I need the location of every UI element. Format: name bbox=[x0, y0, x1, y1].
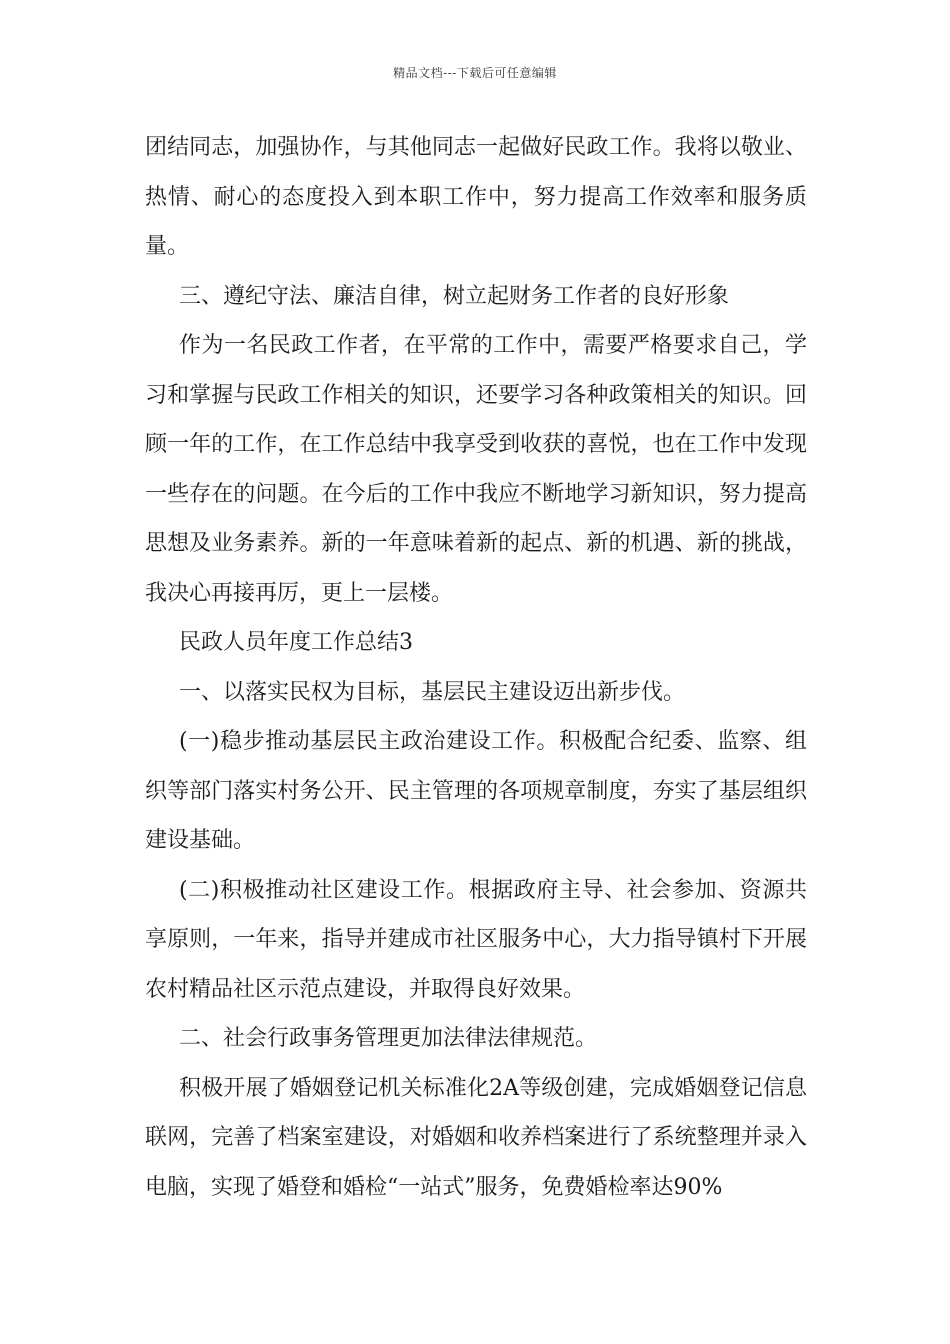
paragraph-marriage-registration: 积极开展了婚姻登记机关标准化2A等级创建，完成婚姻登记信息联网，完善了档案室建设，对婚姻和收养档案进行了系统整理并录入电脑，实现了婚登和婚检“一站式”服务，免费婚检率达90% bbox=[145, 1075, 807, 1200]
page-header: 精品文档---下载后可任意编辑 bbox=[393, 66, 557, 80]
section-heading-3: 三、遵纪守法、廉洁自律，树立起财务工作者的良好形象 bbox=[179, 283, 730, 309]
paragraph-item-2: (二)积极推动社区建设工作。根据政府主导、社会参加、资源共享原则，一年来，指导并建成市社区服务中心，大力指导镇村下开展农村精品社区示范点建设，并取得良好效果。 bbox=[145, 877, 807, 1002]
section-heading-1: 一、以落实民权为目标，基层民主建设迈出新步伐。 bbox=[179, 679, 686, 705]
document-body bbox=[145, 123, 807, 1212]
document-subtitle: 民政人员年度工作总结3 bbox=[179, 630, 413, 655]
paragraph-reflection: 作为一名民政工作者，在平常的工作中，需要严格要求自己，学习和掌握与民政工作相关的知识，还要学习各种政策相关的知识。回顾一年的工作，在工作总结中我享受到收获的喜悦，也在工作中发现一些存在的问题。在今后的工作中我应不断地学习新知识，努力提高思想及业务素养。新的一年意味着新的起点、新的机遇、新的挑战，我决心再接再厉，更上一层楼。 bbox=[145, 333, 807, 606]
paragraph-item-1: (一)稳步推动基层民主政治建设工作。积极配合纪委、监察、组织等部门落实村务公开、民主管理的各项规章制度，夯实了基层组织建设基础。 bbox=[145, 729, 807, 853]
paragraph-continuation: 团结同志，加强协作，与其他同志一起做好民政工作。我将以敬业、热情、耐心的态度投入到本职工作中，努力提高工作效率和服务质量。 bbox=[145, 135, 807, 259]
section-heading-2: 二、社会行政事务管理更加法律法律规范。 bbox=[179, 1026, 598, 1051]
